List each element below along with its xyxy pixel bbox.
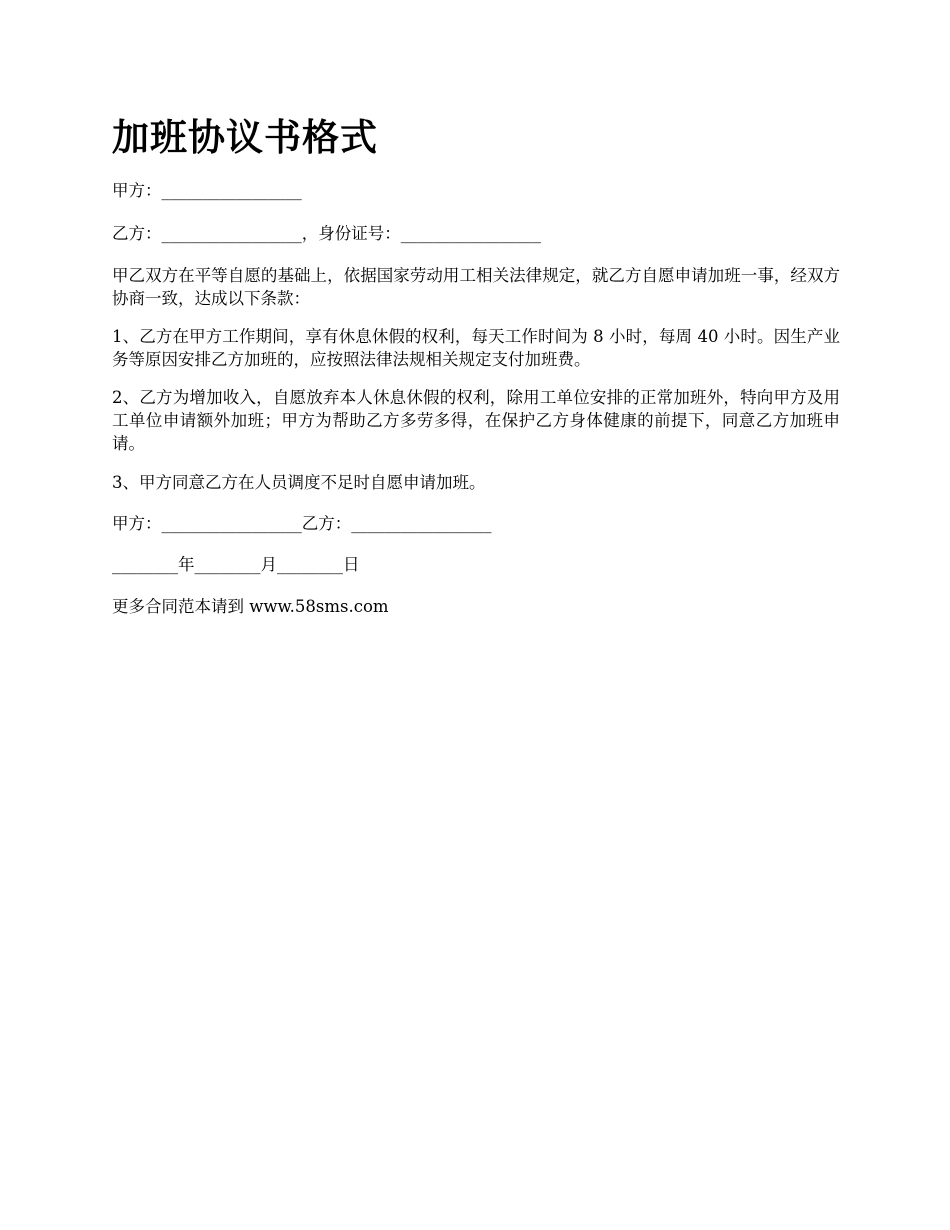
clause-3: 3、甲方同意乙方在人员调度不足时自愿申请加班。 <box>112 473 486 492</box>
intro-paragraph: 甲乙双方在平等自愿的基础上，依据国家劳动用工相关法律规定，就乙方自愿申请加班一事，经双方协商一致，达成以下条款： <box>112 266 840 308</box>
footer-note: 更多合同范本请到 www.58sms.com <box>112 597 389 616</box>
document-title: 加班协议书格式 <box>112 115 378 159</box>
date-line: ________年________月________日 <box>112 555 360 574</box>
party-b-line: 乙方：_________________，身份证号：_________________ <box>112 224 541 243</box>
party-a-line: 甲方：_________________ <box>112 181 302 200</box>
clause-1: 1、乙方在甲方工作期间，享有休息休假的权利，每天工作时间为 8 小时，每周 40 小时。因生产业务等原因安排乙方加班的，应按照法律法规相关规定支付加班费。 <box>112 327 840 369</box>
clause-2: 2、乙方为增加收入，自愿放弃本人休息休假的权利，除用工单位安排的正常加班外，特向甲方及用工单位申请额外加班；甲方为帮助乙方多劳多得，在保护乙方身体健康的前提下，同意乙方加班申请。 <box>112 388 840 453</box>
signature-line: 甲方：_________________乙方：_________________ <box>112 514 492 533</box>
